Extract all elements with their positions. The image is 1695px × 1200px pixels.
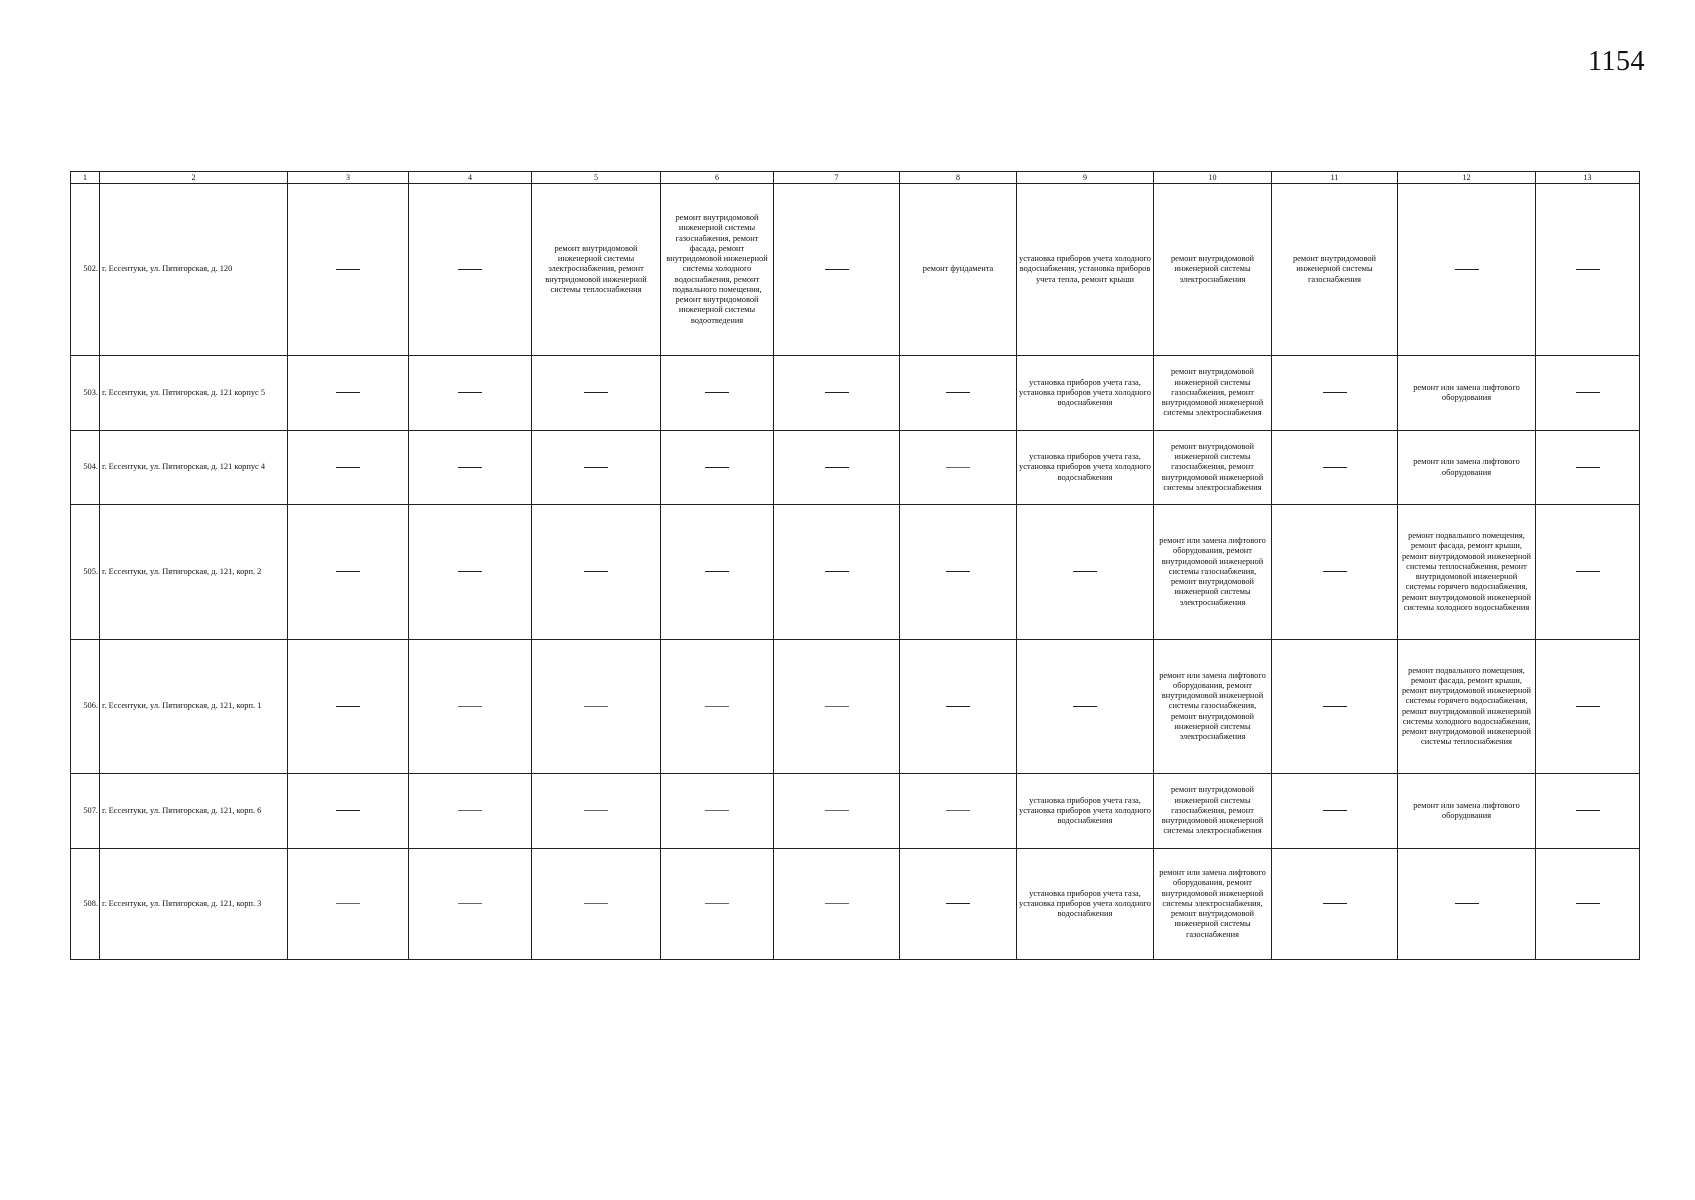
empty-dash-cell [409,505,532,640]
empty-dash-cell [288,356,409,431]
dash-mark [1323,706,1347,707]
dash-mark [1073,706,1097,707]
empty-dash-cell [900,849,1017,960]
empty-dash-cell [1272,505,1398,640]
work-type-cell: ремонт внутридомовой инженерной системы газоснабжения, ремонт внутридомовой инженерной системы электроснабжения [1154,356,1272,431]
table-row [71,505,1640,640]
empty-dash-cell [288,774,409,849]
dash-mark [458,467,482,468]
dash-mark [458,706,482,707]
empty-dash-cell [532,640,661,774]
empty-dash-cell [900,640,1017,774]
dash-mark [1576,269,1600,270]
dash-mark [946,571,970,572]
dash-mark [1576,706,1600,707]
column-header: 7 [774,172,900,184]
empty-dash-cell [288,849,409,960]
dash-mark [1576,467,1600,468]
empty-dash-cell [774,849,900,960]
dash-mark [946,903,970,904]
work-type-cell: ремонт внутридомовой инженерной системы газоснабжения, ремонт внутридомовой инженерной системы электроснабжения [1154,774,1272,849]
empty-dash-cell [661,505,774,640]
dash-mark [705,571,729,572]
empty-dash-cell [532,505,661,640]
row-number: 505. [71,505,100,640]
dash-mark [825,810,849,811]
column-header: 2 [100,172,288,184]
table-row [71,184,1640,356]
address-cell: г. Ессентуки, ул. Пятигорская, д. 121, корп. 6 [100,774,288,849]
work-type-cell: установка приборов учета газа, установка приборов учета холодного водоснабжения [1017,849,1154,960]
column-header: 1 [71,172,100,184]
row-number: 503. [71,356,100,431]
table-row [71,356,1640,431]
empty-dash-cell [409,849,532,960]
dash-mark [584,810,608,811]
dash-mark [825,467,849,468]
column-header: 11 [1272,172,1398,184]
dash-mark [1323,392,1347,393]
work-type-cell: ремонт внутридомовой инженерной системы электроснабжения, ремонт внутридомовой инженерной системы теплоснабжения [532,184,661,356]
empty-dash-cell [1536,774,1640,849]
empty-dash-cell [532,849,661,960]
dash-mark [336,269,360,270]
dash-mark [1576,392,1600,393]
empty-dash-cell [661,356,774,431]
dash-mark [705,706,729,707]
empty-dash-cell [1536,640,1640,774]
empty-dash-cell [774,356,900,431]
empty-dash-cell [532,431,661,505]
work-type-cell: ремонт или замена лифтового оборудования [1398,431,1536,505]
dash-mark [705,810,729,811]
work-type-cell: ремонт подвального помещения, ремонт фасада, ремонт крыши, ремонт внутридомовой инженерной системы теплоснабжения, ремонт внутридомовой инженерной системы горячего водоснабжения, ремонт внутридомовой инженерной системы холодного водоснабжения [1398,505,1536,640]
empty-dash-cell [409,356,532,431]
dash-mark [825,903,849,904]
dash-mark [458,810,482,811]
work-type-cell: ремонт или замена лифтового оборудования [1398,774,1536,849]
address-cell: г. Ессентуки, ул. Пятигорская, д. 120 [100,184,288,356]
empty-dash-cell [900,356,1017,431]
dash-mark [584,571,608,572]
work-type-cell: ремонт или замена лифтового оборудования, ремонт внутридомовой инженерной системы газоснабжения, ремонт внутридомовой инженерной системы электроснабжения [1154,640,1272,774]
empty-dash-cell [1398,184,1536,356]
address-cell: г. Ессентуки, ул. Пятигорская, д. 121, корп. 3 [100,849,288,960]
work-type-cell: ремонт внутридомовой инженерной системы электроснабжения [1154,184,1272,356]
empty-dash-cell [1272,640,1398,774]
dash-mark [458,392,482,393]
header-row [71,172,1640,184]
dash-mark [946,706,970,707]
dash-mark [1455,903,1479,904]
dash-mark [1323,810,1347,811]
row-number: 502. [71,184,100,356]
column-header: 10 [1154,172,1272,184]
work-type-cell: ремонт фундамента [900,184,1017,356]
empty-dash-cell [409,640,532,774]
column-header: 8 [900,172,1017,184]
address-cell: г. Ессентуки, ул. Пятигорская, д. 121, корп. 2 [100,505,288,640]
table-row [71,774,1640,849]
dash-mark [584,392,608,393]
dash-mark [705,392,729,393]
empty-dash-cell [774,431,900,505]
dash-mark [584,903,608,904]
dash-mark [1576,571,1600,572]
empty-dash-cell [288,184,409,356]
empty-dash-cell [774,505,900,640]
dash-mark [1323,903,1347,904]
address-cell: г. Ессентуки, ул. Пятигорская, д. 121 корпус 4 [100,431,288,505]
dash-mark [336,467,360,468]
empty-dash-cell [1272,849,1398,960]
row-number: 506. [71,640,100,774]
work-type-cell: ремонт подвального помещения, ремонт фасада, ремонт крыши, ремонт внутридомовой инженерной системы горячего водоснабжения, ремонт внутридомовой инженерной системы холодного водоснабжения, ремонт внутридомовой инженерной системы теплоснабжения [1398,640,1536,774]
empty-dash-cell [532,356,661,431]
dash-mark [584,467,608,468]
dash-mark [458,571,482,572]
dash-mark [1323,467,1347,468]
work-type-cell: ремонт внутридомовой инженерной системы газоснабжения, ремонт фасада, ремонт внутридомовой инженерной системы холодного водоснабжения, ремонт подвального помещения, ремонт внутридомовой инженерной системы водоотведения [661,184,774,356]
empty-dash-cell [1536,184,1640,356]
table-body [71,172,1640,960]
empty-dash-cell [900,774,1017,849]
dash-mark [825,392,849,393]
empty-dash-cell [661,640,774,774]
empty-dash-cell [288,431,409,505]
column-header: 12 [1398,172,1536,184]
work-type-cell: ремонт внутридомовой инженерной системы газоснабжения, ремонт внутридомовой инженерной системы электроснабжения [1154,431,1272,505]
column-header: 6 [661,172,774,184]
dash-mark [1073,571,1097,572]
dash-mark [584,706,608,707]
dash-mark [458,269,482,270]
address-cell: г. Ессентуки, ул. Пятигорская, д. 121 корпус 5 [100,356,288,431]
row-number: 504. [71,431,100,505]
work-type-cell: установка приборов учета холодного водоснабжения, установка приборов учета тепла, ремонт крыши [1017,184,1154,356]
dash-mark [705,467,729,468]
page-number: 1154 [1588,46,1645,77]
empty-dash-cell [1536,505,1640,640]
column-header: 5 [532,172,661,184]
dash-mark [336,903,360,904]
empty-dash-cell [1272,431,1398,505]
table-row [71,849,1640,960]
empty-dash-cell [1398,849,1536,960]
work-type-cell: ремонт или замена лифтового оборудования, ремонт внутридомовой инженерной системы электроснабжения, ремонт внутридомовой инженерной системы газоснабжения [1154,849,1272,960]
empty-dash-cell [661,849,774,960]
dash-mark [825,269,849,270]
column-header: 9 [1017,172,1154,184]
empty-dash-cell [1536,356,1640,431]
table-row [71,431,1640,505]
row-number: 508. [71,849,100,960]
dash-mark [336,571,360,572]
dash-mark [336,392,360,393]
empty-dash-cell [1272,774,1398,849]
dash-mark [1323,571,1347,572]
dash-mark [458,903,482,904]
column-header: 13 [1536,172,1640,184]
empty-dash-cell [774,774,900,849]
row-number: 507. [71,774,100,849]
dash-mark [336,810,360,811]
dash-mark [946,467,970,468]
repair-schedule-table [70,171,1640,960]
dash-mark [1455,269,1479,270]
empty-dash-cell [532,774,661,849]
column-header: 3 [288,172,409,184]
dash-mark [825,706,849,707]
dash-mark [336,706,360,707]
dash-mark [946,392,970,393]
empty-dash-cell [661,431,774,505]
empty-dash-cell [288,640,409,774]
dash-mark [1576,810,1600,811]
empty-dash-cell [1536,431,1640,505]
dash-mark [946,810,970,811]
empty-dash-cell [409,431,532,505]
work-type-cell: ремонт или замена лифтового оборудования [1398,356,1536,431]
work-type-cell: установка приборов учета газа, установка приборов учета холодного водоснабжения [1017,431,1154,505]
empty-dash-cell [1017,505,1154,640]
empty-dash-cell [900,431,1017,505]
work-type-cell: ремонт внутридомовой инженерной системы газоснабжения [1272,184,1398,356]
empty-dash-cell [774,184,900,356]
dash-mark [825,571,849,572]
empty-dash-cell [1272,356,1398,431]
empty-dash-cell [900,505,1017,640]
dash-mark [705,903,729,904]
empty-dash-cell [409,184,532,356]
dash-mark [1576,903,1600,904]
empty-dash-cell [1536,849,1640,960]
work-type-cell: установка приборов учета газа, установка приборов учета холодного водоснабжения [1017,774,1154,849]
empty-dash-cell [774,640,900,774]
empty-dash-cell [1017,640,1154,774]
empty-dash-cell [661,774,774,849]
work-type-cell: ремонт или замена лифтового оборудования, ремонт внутридомовой инженерной системы газоснабжения, ремонт внутридомовой инженерной системы электроснабжения [1154,505,1272,640]
work-type-cell: установка приборов учета газа, установка приборов учета холодного водоснабжения [1017,356,1154,431]
address-cell: г. Ессентуки, ул. Пятигорская, д. 121, корп. 1 [100,640,288,774]
empty-dash-cell [288,505,409,640]
empty-dash-cell [409,774,532,849]
table-row [71,640,1640,774]
column-header: 4 [409,172,532,184]
